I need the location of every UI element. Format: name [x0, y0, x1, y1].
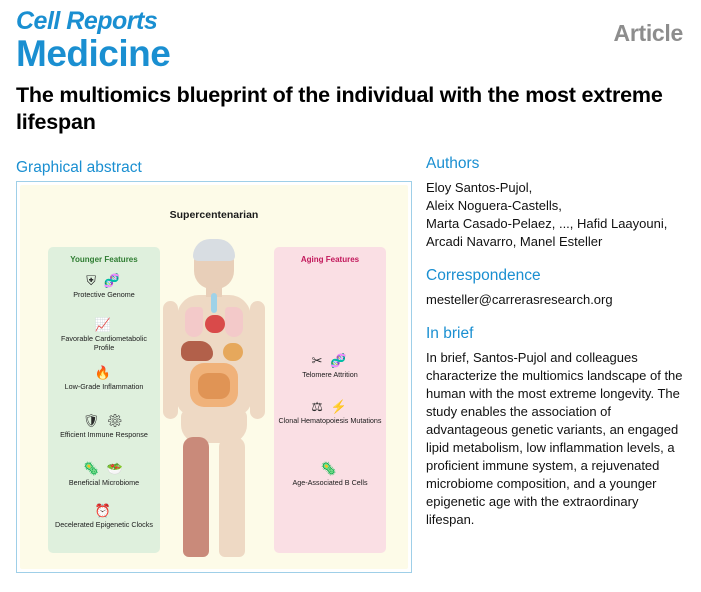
feature-label: Decelerated Epigenetic Clocks [55, 520, 153, 529]
microbe-icon: 🦠 🥗 [83, 461, 125, 476]
correspondence-email[interactable]: mesteller@carrerasresearch.org [426, 292, 613, 307]
feature-cardiometabolic-profile [48, 317, 160, 352]
left-leg-shape [183, 437, 209, 557]
authors-heading: Authors [426, 155, 480, 172]
authors-list [426, 179, 684, 251]
feature-epigenetic-clocks [48, 503, 160, 529]
graphical-abstract-canvas [20, 185, 408, 569]
journal-name-line1: Cell Reports [16, 7, 158, 35]
left-lung-organ [185, 307, 203, 337]
in-brief-text: In brief, Santos-Pujol and colleagues characterize the multiomics landscape of the human with the most extreme longevity. The study enables the association of advantageous genetic variants, an engaged lipid metabolism, low inflammation levels, a proficient immune system, a rejuvenated microbiome composition, and a younger epigenetic age with the extraordinary lifespan. [426, 350, 683, 527]
left-arm-shape [163, 301, 178, 419]
hair-shape [193, 239, 235, 261]
feature-label: Clonal Hematopoiesis Mutations [278, 416, 382, 425]
small-intestine-organ [198, 373, 230, 399]
feature-label: Favorable Cardiometabolic Profile [61, 334, 147, 352]
feature-label: Age-Associated B Cells [292, 478, 368, 487]
scissors-dna-icon: ✂ 🧬 [311, 353, 349, 368]
shield-icon: 🛡 ⚙ [82, 413, 126, 428]
author-line: Aleix Noguera-Castells, [426, 198, 562, 213]
feature-beneficial-microbiome [48, 461, 160, 487]
trachea-organ [211, 293, 217, 313]
feature-clonal-hematopoiesis [274, 399, 386, 425]
author-line: Eloy Santos-Pujol, [426, 180, 533, 195]
feature-protective-genome [48, 273, 160, 299]
younger-features-heading: Younger Features [70, 255, 138, 264]
journal-masthead [16, 8, 170, 73]
clock-icon: ⏰ [94, 503, 114, 518]
younger-features-panel [48, 247, 160, 553]
b-cell-icon: 🦠 [320, 461, 340, 476]
correspondence-heading: Correspondence [426, 267, 541, 284]
chart-line-icon: 📈 [94, 317, 114, 332]
graphical-abstract-figure [16, 181, 412, 573]
authors-block [426, 155, 684, 251]
figure-title: Supercentenarian [169, 209, 259, 221]
right-lung-organ [225, 307, 243, 337]
feature-label: Efficient Immune Response [60, 430, 148, 439]
feature-telomere-attrition [274, 353, 386, 379]
correspondence-block [426, 267, 684, 309]
right-arm-shape [250, 301, 265, 419]
in-brief-heading: In brief [426, 325, 474, 342]
flame-icon: 🔥 [94, 365, 114, 380]
feature-low-grade-inflammation [48, 365, 160, 391]
feature-label: Telomere Attrition [302, 370, 358, 379]
article-type-label: Article [613, 20, 683, 46]
feature-label: Beneficial Microbiome [68, 478, 140, 487]
stomach-organ [223, 343, 243, 361]
feature-label: Low-Grade Inflammation [64, 382, 144, 391]
human-body-illustration [155, 241, 273, 557]
journal-name-line2: Medicine [16, 33, 171, 74]
feature-immune-response [48, 413, 160, 439]
right-column [426, 155, 684, 529]
in-brief-block [426, 325, 684, 529]
liver-organ [181, 341, 213, 361]
protective-genome-icon: ⛨ 🧬 [86, 273, 122, 288]
feature-label: Protective Genome [73, 290, 135, 299]
author-line: Marta Casado-Pelaez, ..., Hafid Laayouni, [426, 216, 668, 231]
author-line: Arcadi Navarro, Manel Esteller [426, 234, 603, 249]
page-title: The multiomics blueprint of the individual with the most extreme lifespan [16, 83, 663, 134]
aging-features-heading: Aging Features [300, 255, 360, 264]
graphical-abstract-label: Graphical abstract [16, 159, 142, 176]
aging-features-panel [274, 247, 386, 553]
right-leg-shape [219, 437, 245, 557]
mutation-icon: ⚖ ⚡ [311, 399, 349, 414]
feature-age-associated-b-cells [274, 461, 386, 487]
heart-organ [205, 315, 225, 333]
